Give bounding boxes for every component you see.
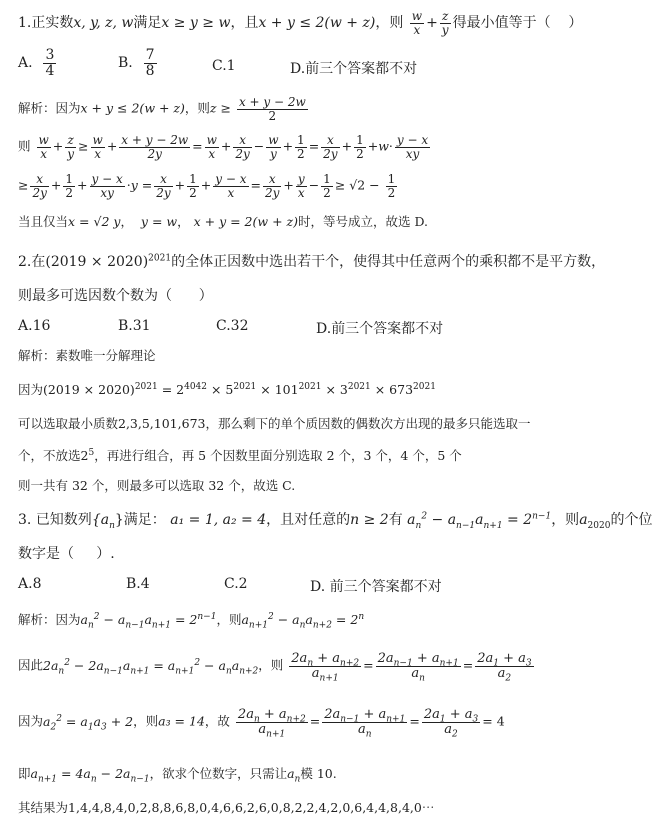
problem2-solution-label: 解析：素数唯一分解理论 bbox=[18, 348, 156, 363]
fraction-z-over-y: $\frac{z}{y}$ bbox=[441, 9, 449, 37]
problem3-result: 其结果为1,4,4,8,4,0,2,8,8,6,8,0,4,6,6,2,6,0,8,2,2,4,2,0,6,4,4,8,4,0⋯ bbox=[18, 800, 435, 815]
problem2-conclusion: 则一共有 32 个，则最多可以选取 32 个，故选 C. bbox=[18, 478, 296, 493]
problem3-option-d: D. 前三个答案都不对 bbox=[310, 579, 442, 595]
problem1-solution-line2: 则 $\frac{w}{x}$ + $\frac{z}{y}$ ≥ $\frac{w}{x}$ + $\frac{x + y - 2w}{2y}$ = $\frac{w}{x}$ + $\frac{x}{2y}$ − $\frac{w}{y}$ + $\frac{1}{2}$ = $\frac{x}{2y}$ + $\frac{1}{2}$ +w· $\frac{y - x}{xy}$ bbox=[18, 133, 429, 161]
problem2-option-c: C.32 bbox=[216, 318, 249, 334]
problem3-solution-line1: 解析：因为$a_n^2 - a_{n-1}a_{n+1} = 2^{n-1}$，则$a_{n+1}^2 - a_na_{n+2} = 2^n$ bbox=[18, 611, 365, 631]
problem3-option-a: A.8 bbox=[18, 576, 42, 592]
fraction-w-over-x: $\frac{w}{x}$ bbox=[411, 9, 423, 37]
problem3-stem-line1: 3. 已知数列$\{a_n\}$满足： a₁ = 1, a₂ = 4，且对任意的n ≥ 2有 $a_n^2 - a_{n-1}a_{n+1} = 2^{n-1}$，则$a_{2020}$的个位 bbox=[18, 511, 652, 531]
problem1-option-a: A. $\frac{3}{4}$ bbox=[18, 47, 55, 79]
problem2-solution-factorization: 因为$(2019 \times 2020)^{2021} = 2^{4042} \times 5^{2021} \times 101^{2021} \times 3^{2021} \times 673^{2021}$ bbox=[18, 381, 436, 397]
problem1-conclusion: 当且仅当x = √2 y， y = w， x + y = 2(w + z)时，等号成立，故选 D. bbox=[18, 214, 429, 229]
problem2-option-a: A.16 bbox=[18, 318, 51, 334]
problem-number: 1. bbox=[18, 15, 32, 32]
problem1-option-c: C.1 bbox=[212, 58, 236, 74]
problem3-solution-line3: 因为$a_2^2 = a_1a_3 + 2$，则a₃ = 14，故 $\frac{2a_n + a_{n+2}}{a_{n+1}}$ = $\frac{2a_{n-1} + a_{n+1}}{a_n}$ = $\frac{2a_1 + a_3}{a_2}$ = 4 bbox=[18, 707, 505, 740]
problem2-solution-line4: 个，不放选$2^5$，再进行组合，再 5 个因数里面分别选取 2 个，3 个，4 个，5 个 bbox=[18, 447, 462, 463]
problem2-stem-line1: 2.在$(2019 \times 2020)^{2021}$的全体正因数中选出若干个，使得其中任意两个的乘积都不是平方数， bbox=[18, 253, 606, 270]
fraction-z-bound: $\frac{x + y - 2w}{2}$ bbox=[238, 95, 306, 123]
problem2-option-b: B.31 bbox=[118, 318, 151, 334]
problem1-stem: 1.正实数x, y, z, w满足x ≥ y ≥ w，且x + y ≤ 2(w + z)，则 $\frac{w}{x}$ + $\frac{z}{y}$ 得最小值等于（ ） bbox=[18, 9, 583, 37]
problem2-solution-line3: 可以选取最小质数2,3,5,101,673，那么剩下的单个质因数的偶数次方出现的最多只能选取一 bbox=[18, 416, 531, 431]
problem1-solution-line3: ≥ $\frac{x}{2y}$ + $\frac{1}{2}$ + $\frac{y - x}{xy}$ ·y = $\frac{x}{2y}$ + $\frac{1}{2}$ + $\frac{y - x}{x}$ = $\frac{x}{2y}$ + $\frac{y}{x}$ − $\frac{1}{2}$ ≥ √2 − $\frac{1}{2}$ bbox=[18, 172, 396, 200]
problem2-stem-line2: 则最多可选因数个数为（ ） bbox=[18, 288, 213, 304]
problem3-solution-line2: 因此$2a_n^2 - 2a_{n-1}a_{n+1} = a_{n+1}^2 - a_na_{n+2}$，则 $\frac{2a_n + a_{n+2}}{a_{n+1}}$ = $\frac{2a_{n-1} + a_{n+1}}{a_n}$ = $\frac{2a_1 + a_3}{a_2}$ bbox=[18, 651, 532, 684]
problem-number: 2. bbox=[18, 254, 32, 270]
problem3-solution-line4: 即$a_{n+1} = 4a_n - 2a_{n-1}$，欲求个位数字，只需让$a_n$模 10. bbox=[18, 766, 337, 785]
problem1-solution-line1: 解析：因为x + y ≤ 2(w + z)，则z ≥ $\frac{x + y - 2w}{2}$ bbox=[18, 95, 306, 123]
problem-number: 3. bbox=[18, 512, 32, 528]
problem3-option-b: B.4 bbox=[126, 576, 150, 592]
problem2-option-d: D.前三个答案都不对 bbox=[316, 321, 444, 337]
problem3-option-c: C.2 bbox=[224, 576, 248, 592]
problem3-stem-line2: 数字是（ ）. bbox=[18, 546, 115, 562]
problem1-option-b: B. $\frac{7}{8}$ bbox=[118, 47, 155, 79]
problem1-option-d: D.前三个答案都不对 bbox=[290, 61, 418, 77]
